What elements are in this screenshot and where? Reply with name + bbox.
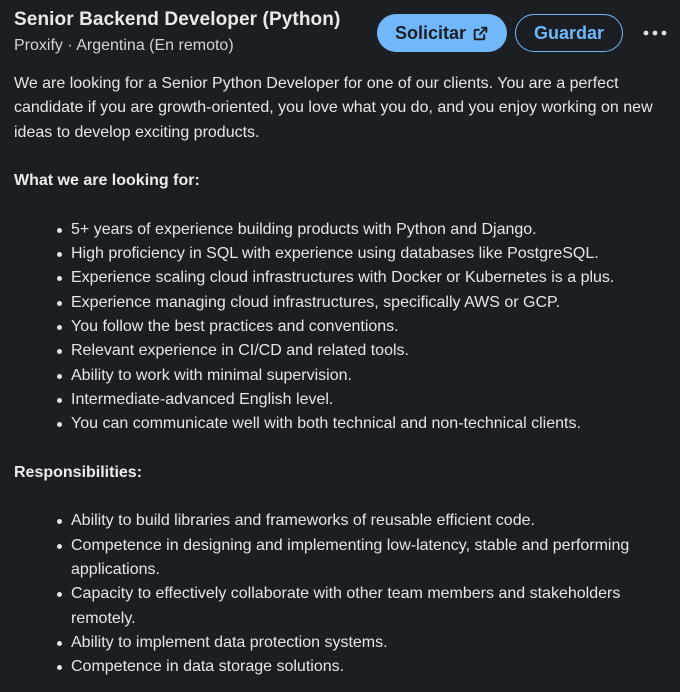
spacer [14, 436, 670, 460]
job-title: Senior Backend Developer (Python) [14, 9, 341, 30]
section-heading-looking-for: What we are looking for: [14, 172, 200, 190]
looking-for-list [14, 218, 670, 437]
responsibilities-list [14, 509, 670, 679]
list-item: Relevant experience in CI/CD and related tools. [71, 339, 670, 363]
apply-button-label: Solicitar [394, 22, 467, 43]
spacer [14, 145, 670, 169]
list-item: Ability to implement data protection systems. [71, 631, 670, 655]
job-header [0, 0, 680, 66]
save-button-label: Guardar [533, 22, 605, 43]
apply-button[interactable] [377, 14, 507, 52]
list-item: High proficiency in SQL with experience using databases like PostgreSQL. [71, 242, 670, 266]
save-button[interactable] [515, 14, 623, 52]
list-item: You can communicate well with both technical and non-technical clients. [71, 412, 670, 436]
spacer [14, 193, 670, 217]
job-intro: We are looking for a Senior Python Developer for one of our clients. You are a perfect candidate if you are growth-oriented, you love what you do, and you enjoy working on new ideas to develop exciting products. [14, 75, 653, 141]
spacer [14, 485, 670, 509]
list-item: Capacity to effectively collaborate with other team members and stakeholders remotely. [71, 582, 670, 631]
list-item: You follow the best practices and conventions. [71, 315, 670, 339]
section-heading-responsibilities: Responsibilities: [14, 463, 143, 481]
more-options-button[interactable] [639, 20, 671, 46]
list-item: Competence in designing and implementing low-latency, stable and performing applications. [71, 534, 670, 583]
more-options-icon [642, 29, 668, 37]
job-company-location: Proxify · Argentina (En remoto) [14, 37, 234, 54]
job-description [14, 72, 670, 679]
list-item: Ability to work with minimal supervision. [71, 364, 670, 388]
list-item: Ability to build libraries and frameworks of reusable efficient code. [71, 509, 670, 533]
list-item: Experience scaling cloud infrastructures with Docker or Kubernetes is a plus. [71, 266, 670, 290]
external-link-icon [472, 25, 489, 42]
list-item: 5+ years of experience building products with Python and Django. [71, 218, 670, 242]
list-item: Competence in data storage solutions. [71, 655, 670, 679]
list-item: Intermediate-advanced English level. [71, 388, 670, 412]
list-item: Experience managing cloud infrastructures, specifically AWS or GCP. [71, 291, 670, 315]
